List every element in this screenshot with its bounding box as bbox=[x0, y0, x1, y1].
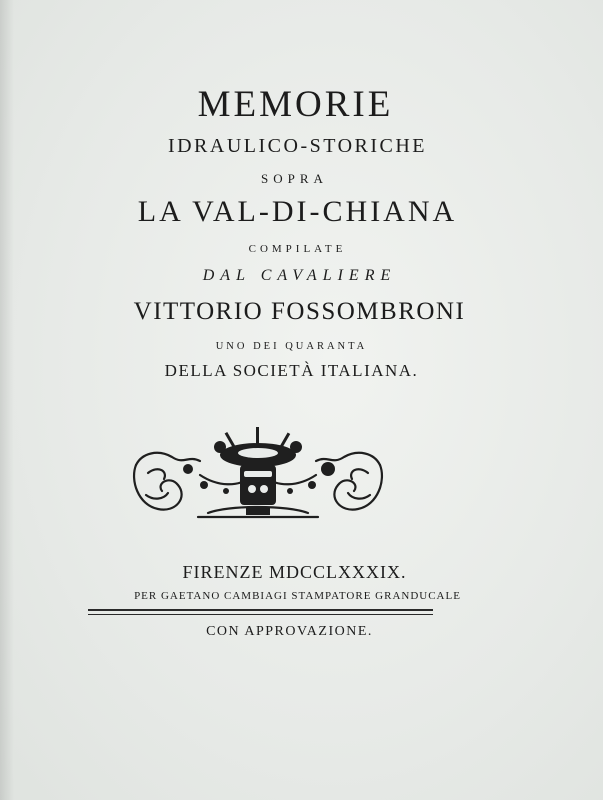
printer-name: PER GAETANO CAMBIAGI STAMPATORE GRANDUCALE bbox=[134, 590, 461, 602]
title-preposition: SOPRA bbox=[261, 171, 328, 186]
double-rule-top bbox=[88, 609, 433, 611]
title-place: LA VAL-DI-CHIANA bbox=[137, 195, 458, 228]
imprint-city-year: FIRENZE MDCCLXXXIX. bbox=[182, 562, 407, 582]
approval-note: CON APPROVAZIONE. bbox=[206, 624, 373, 639]
author-membership: UNO DEI QUARANTA bbox=[215, 341, 368, 352]
title-subtitle: IDRAULICO-STORICHE bbox=[167, 135, 428, 157]
by-label: DAL CAVALIERE bbox=[202, 267, 397, 284]
double-rule-bottom bbox=[88, 614, 433, 615]
author-name: VITTORIO FOSSOMBRONI bbox=[133, 298, 466, 325]
compiled-label: COMPILATE bbox=[248, 243, 347, 255]
title-main: MEMORIE bbox=[197, 84, 394, 125]
society-name: DELLA SOCIETÀ ITALIANA. bbox=[164, 361, 419, 380]
printer-vignette-icon bbox=[128, 425, 388, 525]
